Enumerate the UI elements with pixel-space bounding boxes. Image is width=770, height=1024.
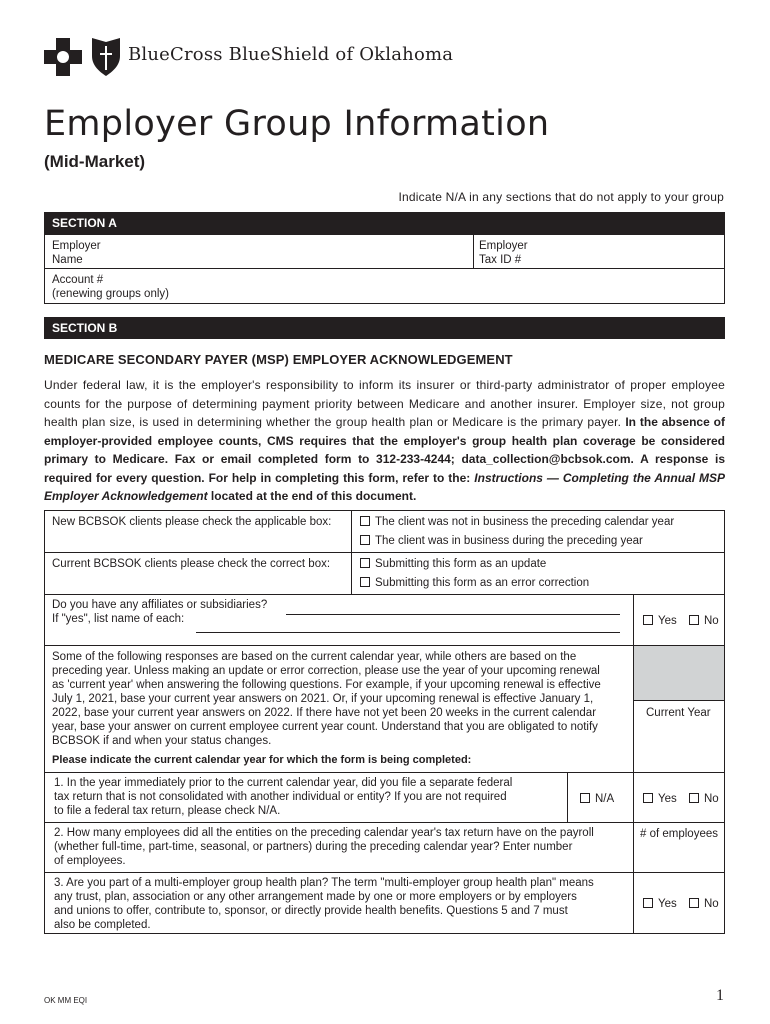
divider xyxy=(351,510,352,552)
option-label: No xyxy=(704,793,719,805)
option-label: Submitting this form as an error correction xyxy=(375,577,590,589)
divider xyxy=(44,645,725,646)
indicate-year-label: Please indicate the current calendar year for which the form is being completed: xyxy=(52,754,472,766)
msp-paragraph-plain: Under federal law, it is the employer's responsibility to inform its insurer or third-party administrator of proper employee counts for the purpose of determining payment priority between Medicare and another insurer. Employer size, not group health plan size, is used in determining whether the group health plan or Medicare is the primary payer. xyxy=(44,378,725,429)
q3-yes[interactable] xyxy=(643,897,677,911)
option-label: No xyxy=(704,615,719,627)
affiliates-line-1[interactable] xyxy=(286,614,620,615)
divider xyxy=(473,234,474,268)
option-label: No xyxy=(704,898,719,910)
section-a-bar xyxy=(44,212,725,234)
checkbox[interactable] xyxy=(643,898,653,908)
msp-paragraph-bold: In the absence of employer-provided employee counts, CMS requires that the employer's group health plan coverage be considered primary to Medicare. Fax or email completed form to 312-233-4244; data_collection@bcbsok.com. A response is required for every question. For help in completing this form, refer to the: xyxy=(44,415,725,485)
current-year-field[interactable] xyxy=(636,724,722,770)
checkbox[interactable] xyxy=(360,558,370,568)
option-label: Yes xyxy=(658,898,677,910)
account-field[interactable] xyxy=(190,270,720,302)
option-label: The client was not in business the preceding calendar year xyxy=(375,516,675,528)
cur-option-error-correction[interactable] xyxy=(360,576,589,590)
calendar-year-note: Some of the following responses are based on the current calendar year, while others are based on the preceding year. Unless making an update or error correction, please use the year of your upcoming renewal as 'current year' when answering the following questions. For example, if your upcoming renewal is effective July 1, 2021, base your current year answers on 2021. Or, if your upcoming renewal is effective January 1, 2022, base your current year answers on 2022. If there have not yet been 20 weeks in the current calendar year, base your answer on current employee current year count. Understand that you are obligated to notify BCBSOK if and when your status changes. xyxy=(52,651,601,747)
msp-paragraph-bold-end: located at the end of this document. xyxy=(207,489,417,503)
new-option-in-business[interactable] xyxy=(360,534,643,548)
page-subtitle: (Mid-Market) xyxy=(44,152,146,171)
option-label: The client was in business during the preceding year xyxy=(375,535,643,547)
affiliates-no[interactable] xyxy=(689,614,719,628)
divider xyxy=(633,872,634,934)
num-employees-label: # of employees xyxy=(640,828,718,840)
divider xyxy=(44,552,725,553)
section-a-label: SECTION A xyxy=(52,216,117,230)
divider xyxy=(44,872,725,873)
question-2: 2. How many employees did all the entities on the preceding calendar year's tax return have on the payroll (whether full-time, part-time, seasonal, or partners) during the preceding calendar year? Enter number of employees. xyxy=(54,827,594,867)
current-year-label: Current Year xyxy=(646,707,711,719)
checkbox[interactable] xyxy=(360,516,370,526)
question-3: 3. Are you part of a multi-employer group health plan? The term "multi-employer group health plan" means any trust, plan, association or any other arrangement made by one or more employers or by employers and unions to offer, contribute to, sponsor, or directly provide health benefits. Questions 5 and 7 must also be completed. xyxy=(54,877,594,931)
q1-na[interactable] xyxy=(580,792,614,806)
q3-no[interactable] xyxy=(689,897,719,911)
divider xyxy=(44,822,725,823)
affiliates-yes[interactable] xyxy=(643,614,677,628)
question-1: 1. In the year immediately prior to the current calendar year, did you file a separate federal tax return that is not consolidated with another individual or entity? If you are not required to file a federal tax return, please check N/A. xyxy=(54,777,513,817)
msp-paragraph xyxy=(44,376,725,506)
brand-name: BlueCross BlueShield of Oklahoma xyxy=(128,44,454,65)
q1-yes[interactable] xyxy=(643,792,677,806)
divider xyxy=(633,594,634,645)
current-year-shaded-cell xyxy=(634,646,724,700)
employer-name-field[interactable] xyxy=(110,236,470,266)
divider xyxy=(351,552,352,594)
affiliates-question: Do you have any affiliates or subsidiaries? If "yes", list name of each: xyxy=(52,599,268,625)
new-option-not-in-business[interactable] xyxy=(360,515,674,529)
divider xyxy=(633,700,725,701)
checkbox[interactable] xyxy=(643,615,653,625)
account-label: Account # (renewing groups only) xyxy=(52,274,169,300)
current-clients-label: Current BCBSOK clients please check the correct box: xyxy=(52,558,331,570)
affiliates-line-2[interactable] xyxy=(196,632,620,633)
checkbox[interactable] xyxy=(360,577,370,587)
employer-tax-id-label: Employer Tax ID # xyxy=(479,240,528,266)
option-label: N/A xyxy=(595,793,615,805)
section-b-label: SECTION B xyxy=(52,321,118,335)
checkbox[interactable] xyxy=(643,793,653,803)
employer-tax-id-field[interactable] xyxy=(540,236,722,266)
num-employees-field[interactable] xyxy=(636,843,722,869)
divider xyxy=(633,772,634,822)
msp-heading: MEDICARE SECONDARY PAYER (MSP) EMPLOYER ACKNOWLEDGEMENT xyxy=(44,352,513,367)
checkbox[interactable] xyxy=(360,535,370,545)
divider xyxy=(567,772,568,822)
instructions-reference: Instructions — Completing the Annual MSP Employer Acknowledgement xyxy=(44,470,725,503)
divider xyxy=(44,772,725,773)
page-title: Employer Group Information xyxy=(44,104,550,144)
checkbox[interactable] xyxy=(689,793,699,803)
bcbs-logo-icon xyxy=(44,36,124,80)
form-code: OK MM EQI xyxy=(44,996,88,1005)
checkbox[interactable] xyxy=(689,898,699,908)
page-number: 1 xyxy=(716,987,724,1004)
option-label: Yes xyxy=(658,793,677,805)
checkbox[interactable] xyxy=(689,615,699,625)
cur-option-update[interactable] xyxy=(360,557,546,571)
divider xyxy=(633,822,634,872)
option-label: Yes xyxy=(658,615,677,627)
divider xyxy=(44,594,725,595)
option-label: Submitting this form as an update xyxy=(375,558,547,570)
section-b-bar xyxy=(44,317,725,339)
new-clients-label: New BCBSOK clients please check the applicable box: xyxy=(52,516,332,528)
employer-name-label: Employer Name xyxy=(52,240,101,266)
logo xyxy=(44,36,124,80)
instruction-text: Indicate N/A in any sections that do not apply to your group xyxy=(398,190,724,204)
divider xyxy=(44,268,725,269)
q1-no[interactable] xyxy=(689,792,719,806)
checkbox[interactable] xyxy=(580,793,590,803)
